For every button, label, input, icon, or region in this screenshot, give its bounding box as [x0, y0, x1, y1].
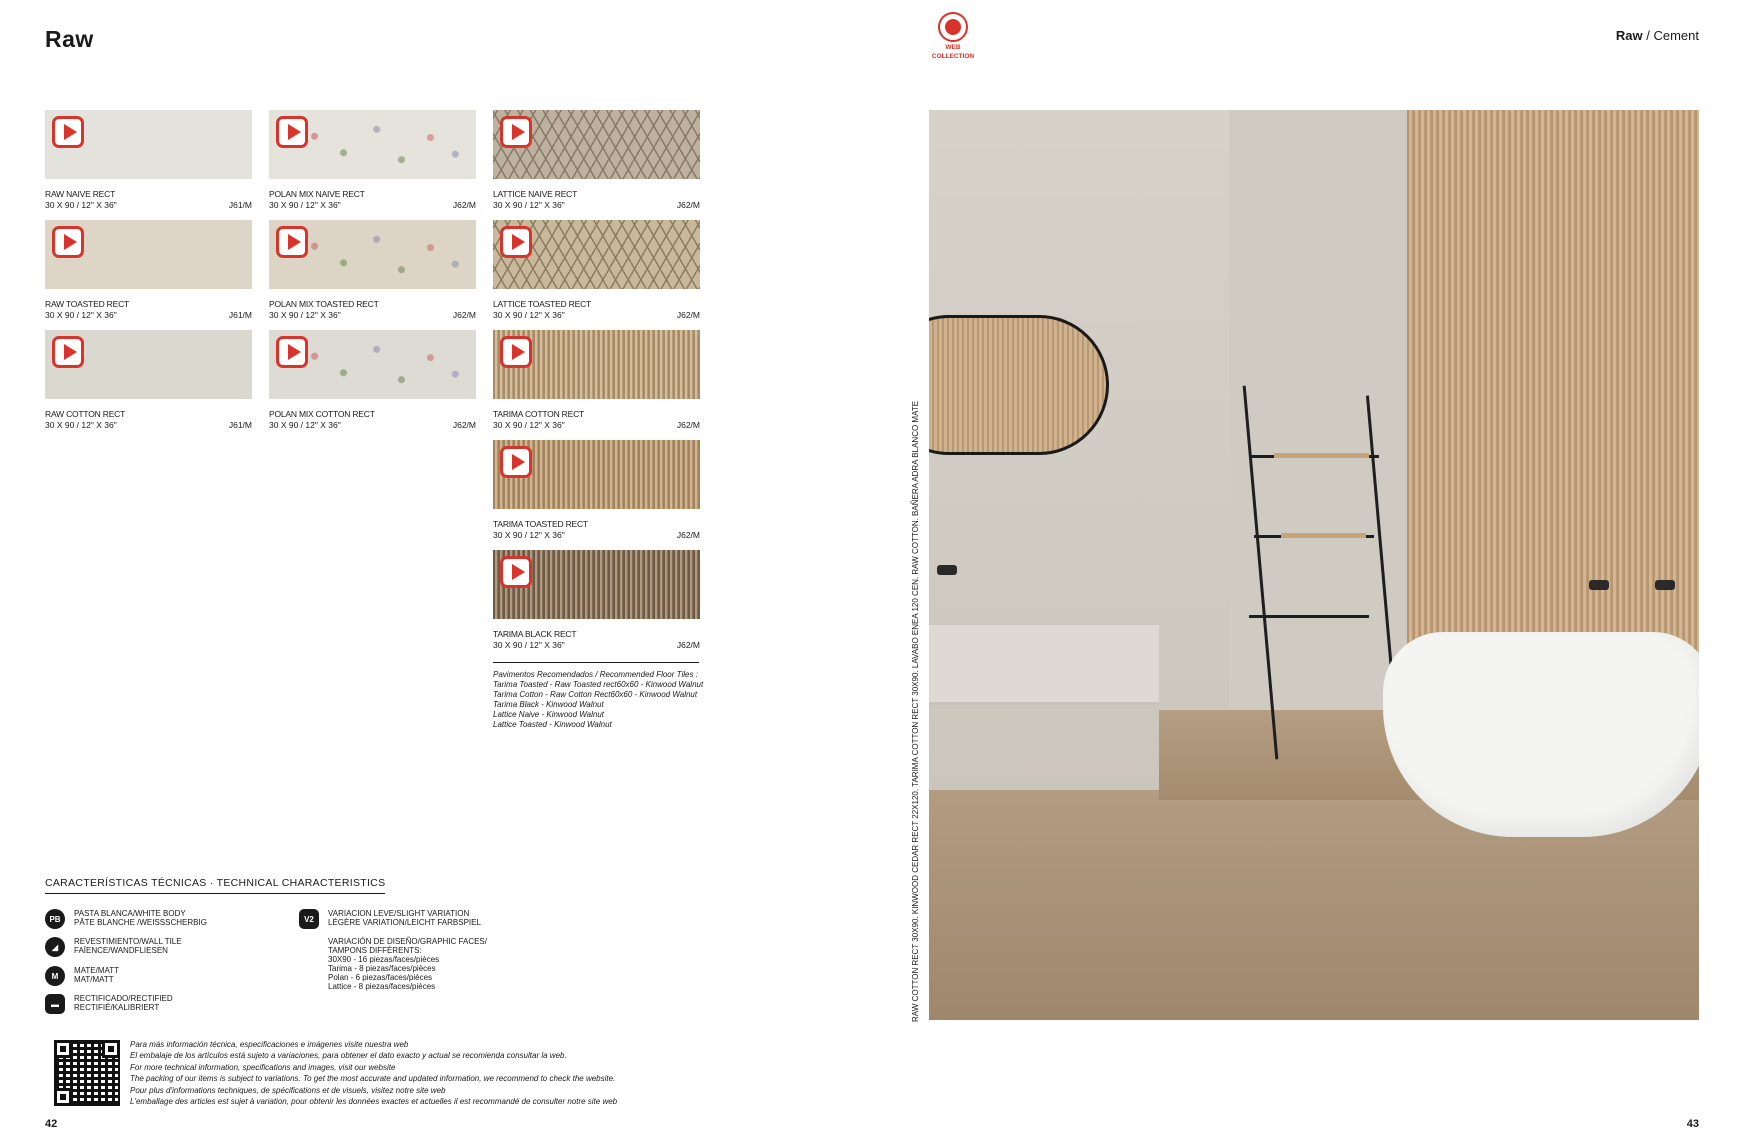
web-collection-logo[interactable] [931, 12, 975, 62]
tile-card[interactable] [269, 330, 476, 430]
tech-item [45, 966, 119, 986]
breadcrumb-collection[interactable]: Raw [1615, 28, 1643, 43]
tile-name: TARIMA TOASTED RECT [493, 519, 588, 529]
tile-code: J62/M [676, 200, 700, 210]
recommended-floor-tiles [493, 670, 723, 730]
tile-swatch[interactable] [493, 550, 700, 619]
tile-name: POLAN MIX COTTON RECT [269, 409, 375, 419]
tile-swatch[interactable] [45, 110, 252, 179]
tile-swatch[interactable] [45, 330, 252, 399]
tile-card[interactable] [269, 110, 476, 210]
bathroom-photo [929, 110, 1699, 1020]
tech-line: Tarima - 8 piezas/faces/pièces [328, 964, 436, 973]
wall-tile-icon: ◢ [45, 937, 65, 957]
tile-code: J62/M [452, 310, 476, 320]
tile-swatch[interactable] [493, 220, 700, 289]
tile-swatch[interactable] [493, 440, 700, 509]
rectified-icon: ▬ [45, 994, 65, 1014]
recommended-line: Tarima Toasted - Raw Toasted rect60x60 - Kinwood Walnut [493, 680, 704, 689]
tech-item [45, 909, 207, 929]
tile-card[interactable] [493, 440, 700, 540]
tile-size: 30 X 90 / 12" X 36" [45, 420, 117, 430]
play-icon[interactable] [500, 226, 532, 258]
tile-code: J62/M [452, 200, 476, 210]
tile-size: 30 X 90 / 12" X 36" [269, 420, 341, 430]
tile-swatch[interactable] [493, 110, 700, 179]
tile-name: RAW COTTON RECT [45, 409, 126, 419]
tile-swatch[interactable] [269, 330, 476, 399]
tile-size: 30 X 90 / 12" X 36" [269, 200, 341, 210]
play-icon[interactable] [500, 336, 532, 368]
tech-line: VARIACIÓN DE DISEÑO/GRAPHIC FACES/ [328, 937, 487, 946]
tile-card[interactable] [493, 330, 700, 430]
page-number-right: 43 [1686, 1118, 1699, 1130]
tech-line: MAT/MATT [74, 975, 114, 984]
tech-item [299, 909, 481, 929]
play-icon[interactable] [52, 336, 84, 368]
recommended-line: Lattice Toasted - Kinwood Walnut [493, 720, 612, 729]
tech-line: RECTIFICADO/RECTIFIED [74, 994, 173, 1003]
tile-size: 30 X 90 / 12" X 36" [493, 640, 565, 650]
tile-size: 30 X 90 / 12" X 36" [493, 200, 565, 210]
website-notes [130, 1040, 710, 1107]
tech-line: REVESTIMIENTO/WALL TILE [74, 937, 182, 946]
globe-icon [938, 12, 968, 42]
tech-item [45, 937, 182, 957]
breadcrumb-separator: / [1642, 28, 1654, 43]
tile-name: LATTICE TOASTED RECT [493, 299, 592, 309]
tech-line: LÉGÈRE VARIATION/LEICHT FARBSPIEL [328, 918, 481, 927]
tech-line: FAÏENCE/WANDFLIESEN [74, 946, 168, 955]
qr-code[interactable] [54, 1040, 120, 1106]
tile-name: RAW TOASTED RECT [45, 299, 130, 309]
photo-caption: RAW COTTON RECT 30X90. KINWOOD CEDAR RECT 22X120. TARIMA COTTON RECT 30X90. LAVABO ENEA 120 CEN. RAW COTTON. BAÑERA ADRA BLANCO MATE [911, 400, 920, 1022]
play-icon[interactable] [500, 556, 532, 588]
breadcrumb-category[interactable]: Cement [1653, 28, 1699, 43]
page-title: Raw [45, 26, 94, 52]
note-line: Para más información técnica, especificaciones e imágenes visite nuestra web [130, 1040, 409, 1049]
tile-card[interactable] [269, 220, 476, 320]
note-line: The packing of our items is subject to variations. To get the most accurate and updated information, we recommend to check the website. [130, 1073, 616, 1083]
logo-text-line-2: COLLECTION [931, 53, 975, 60]
recommended-line: Tarima Cotton - Raw Cotton Rect60x60 - Kinwood Walnut [493, 690, 698, 699]
tile-size: 30 X 90 / 12" X 36" [269, 310, 341, 320]
play-icon[interactable] [500, 116, 532, 148]
tile-code: J61/M [228, 310, 252, 320]
note-line: Pour plus d'informations techniques, de spécifications et de visuels, visitez notre site web [130, 1086, 446, 1095]
white-body-icon: PB [45, 909, 65, 929]
page-number-left: 42 [45, 1118, 58, 1130]
tile-name: POLAN MIX NAIVE RECT [269, 189, 365, 199]
variation-icon: V2 [299, 909, 319, 929]
tile-card[interactable] [493, 550, 700, 650]
breadcrumb [1616, 28, 1699, 43]
note-line: El embalaje de los artículos está sujeto a variaciones, para obtener el dato exacto y actual se recomienda consultar la web. [130, 1050, 567, 1060]
tile-swatch[interactable] [269, 220, 476, 289]
tech-line: VARIACION LEVE/SLIGHT VARIATION [328, 909, 470, 918]
tech-item [45, 994, 173, 1014]
tech-line: RECTIFIÉ/KALIBRIERT [74, 1003, 160, 1012]
tile-card[interactable] [493, 220, 700, 320]
tile-card[interactable] [45, 110, 252, 210]
play-icon[interactable] [276, 226, 308, 258]
tech-line: Polan - 6 piezas/faces/pièces [328, 973, 433, 982]
play-icon[interactable] [276, 336, 308, 368]
tech-line: MATE/MATT [74, 966, 120, 975]
recommended-heading: Pavimentos Recomendados / Recommended Floor Tiles : [493, 670, 698, 679]
matt-icon: M [45, 966, 65, 986]
tile-size: 30 X 90 / 12" X 36" [493, 530, 565, 540]
play-icon[interactable] [276, 116, 308, 148]
tile-size: 30 X 90 / 12" X 36" [493, 310, 565, 320]
tile-card[interactable] [45, 220, 252, 320]
logo-text-line-1: WEB [945, 44, 961, 51]
technical-title: CARACTERÍSTICAS TÉCNICAS · TECHNICAL CHARACTERISTICS [45, 877, 385, 894]
tile-code: J62/M [452, 420, 476, 430]
recommended-line: Tarima Black - Kinwood Walnut [493, 700, 604, 709]
tech-line: TAMPONS DIFFÉRENTS: [328, 946, 422, 955]
tech-line: 30X90 - 16 piezas/faces/pièces [328, 955, 440, 964]
play-icon[interactable] [52, 226, 84, 258]
play-icon[interactable] [52, 116, 84, 148]
tile-code: J62/M [676, 640, 700, 650]
tile-size: 30 X 90 / 12" X 36" [45, 200, 117, 210]
divider [493, 662, 699, 663]
tile-card[interactable] [45, 330, 252, 430]
note-line: L'emballage des articles est sujet à variation, pour obtenir les données exactes et actuelles il est recommandé de consulter notre site web [130, 1096, 618, 1106]
play-icon[interactable] [500, 446, 532, 478]
tile-code: J62/M [676, 310, 700, 320]
tile-name: RAW NAIVE RECT [45, 189, 116, 199]
tile-name: TARIMA COTTON RECT [493, 409, 585, 419]
tile-card[interactable] [493, 110, 700, 210]
note-line: For more technical information, specifications and images, visit our website [130, 1063, 396, 1072]
recommended-line: Lattice Naive - Kinwood Walnut [493, 710, 605, 719]
tile-swatch[interactable] [45, 220, 252, 289]
tile-name: LATTICE NAIVE RECT [493, 189, 578, 199]
tile-code: J62/M [676, 530, 700, 540]
tile-name: POLAN MIX TOASTED RECT [269, 299, 379, 309]
tile-code: J62/M [676, 420, 700, 430]
tile-swatch[interactable] [493, 330, 700, 399]
tile-size: 30 X 90 / 12" X 36" [493, 420, 565, 430]
tech-line: PASTA BLANCA/WHITE BODY [74, 909, 186, 918]
tile-swatch[interactable] [269, 110, 476, 179]
graphic-faces [328, 937, 487, 991]
tile-code: J61/M [228, 420, 252, 430]
tech-line: Lattice - 8 piezas/faces/pièces [328, 982, 436, 991]
tech-line: PÂTE BLANCHE /WEISSSCHERBIG [74, 918, 207, 927]
tile-size: 30 X 90 / 12" X 36" [45, 310, 117, 320]
tile-code: J61/M [228, 200, 252, 210]
tile-name: TARIMA BLACK RECT [493, 629, 577, 639]
